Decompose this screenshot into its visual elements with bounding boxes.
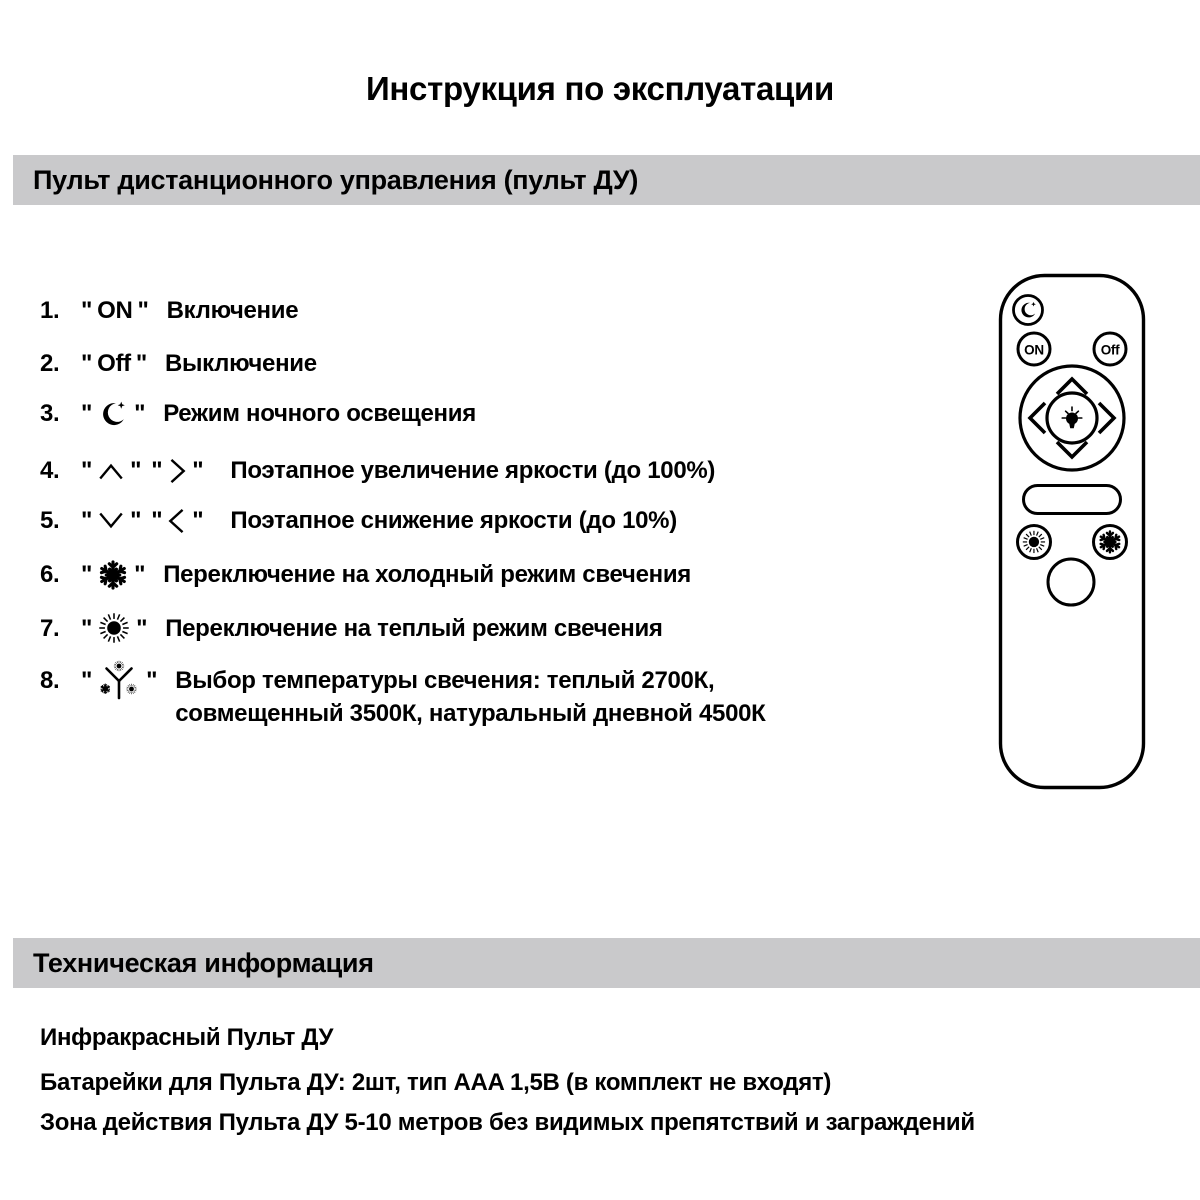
quote-mark: " <box>130 507 142 534</box>
item-number: 8. <box>40 667 60 694</box>
chevron-left-icon <box>167 506 187 536</box>
item-text: Включение <box>166 297 299 324</box>
quote-mark: " <box>146 667 158 694</box>
item-text: Поэтапное снижение яркости (до 10%) <box>230 507 677 534</box>
page-title: Инструкция по эксплуатации <box>366 70 834 107</box>
remote-control-illustration <box>995 270 1155 797</box>
remote-off-label: Off <box>1100 342 1120 358</box>
list-item-on <box>40 294 298 327</box>
quote-mark: " <box>151 457 163 484</box>
item-number: 3. <box>40 400 60 427</box>
list-item-cold-mode <box>40 558 691 591</box>
temperature-branch-icon <box>97 658 141 704</box>
quote-mark: " <box>81 614 93 642</box>
item-text <box>175 664 765 730</box>
quote-mark: " <box>192 507 204 534</box>
item-text: Переключение на теплый режим свечения <box>165 614 663 642</box>
quote-mark: " <box>134 400 146 427</box>
item-number: 2. <box>40 350 60 377</box>
list-item-warm-mode <box>40 611 663 645</box>
warm-sun-icon <box>1023 531 1045 553</box>
quote-mark: " <box>81 350 93 377</box>
item-number: 5. <box>40 507 60 534</box>
quote-mark: " <box>134 561 146 588</box>
off-label: Off <box>97 350 131 377</box>
list-item-off <box>40 347 317 380</box>
list-item-brightness-down <box>40 504 677 537</box>
list-item-brightness-up <box>40 454 715 487</box>
section-heading-remote: Пульт дистанционного управления (пульт ДУ) <box>13 155 1200 205</box>
quote-mark: " <box>81 400 93 427</box>
quote-mark: " <box>137 297 149 324</box>
section-heading-tech: Техническая информация <box>13 938 1200 988</box>
quote-mark: " <box>81 667 93 694</box>
item-number: 7. <box>40 614 60 642</box>
item-number: 1. <box>40 297 60 324</box>
list-item-night-mode <box>40 397 476 430</box>
on-label: ON <box>97 297 133 324</box>
tech-line-range: Зона действия Пульта ДУ 5-10 метров без видимых препятствий и заграждений <box>40 1109 975 1136</box>
quote-mark: " <box>135 350 147 377</box>
item-text: Переключение на холодный режим свечения <box>163 561 691 588</box>
chevron-down-icon <box>97 511 125 531</box>
item-text-line1: Выбор температуры свечения: теплый 2700К, <box>175 667 715 694</box>
quote-mark: " <box>81 507 93 534</box>
temperature-branch-icon-wrap <box>97 658 141 704</box>
chevron-up-icon <box>97 461 125 481</box>
quote-mark: " <box>81 457 93 484</box>
tech-line-ir-remote: Инфракрасный Пульт ДУ <box>40 1024 334 1051</box>
remote-on-label: ON <box>1024 342 1044 358</box>
chevron-right-icon <box>167 456 187 486</box>
item-number: 6. <box>40 561 60 588</box>
item-text: Режим ночного освещения <box>163 400 476 427</box>
quote-mark: " <box>81 297 93 324</box>
quote-mark: " <box>151 507 163 534</box>
moon-star-icon <box>97 398 129 430</box>
item-number: 4. <box>40 457 60 484</box>
snowflake-icon <box>97 559 129 591</box>
tech-line-batteries: Батарейки для Пульта ДУ: 2шт, тип AAA 1,5В (в комплект не входят) <box>40 1069 832 1096</box>
warm-sun-icon <box>97 611 131 645</box>
quote-mark: " <box>192 457 204 484</box>
item-text: Поэтапное увеличение яркости (до 100%) <box>230 457 716 484</box>
quote-mark: " <box>81 561 93 588</box>
item-text-line2: совмещенный 3500К, натуральный дневной 4500К <box>175 700 766 727</box>
list-item-temperature-select <box>40 664 766 730</box>
quote-mark: " <box>136 614 148 642</box>
quote-mark: " <box>130 457 142 484</box>
item-text: Выключение <box>164 350 317 377</box>
